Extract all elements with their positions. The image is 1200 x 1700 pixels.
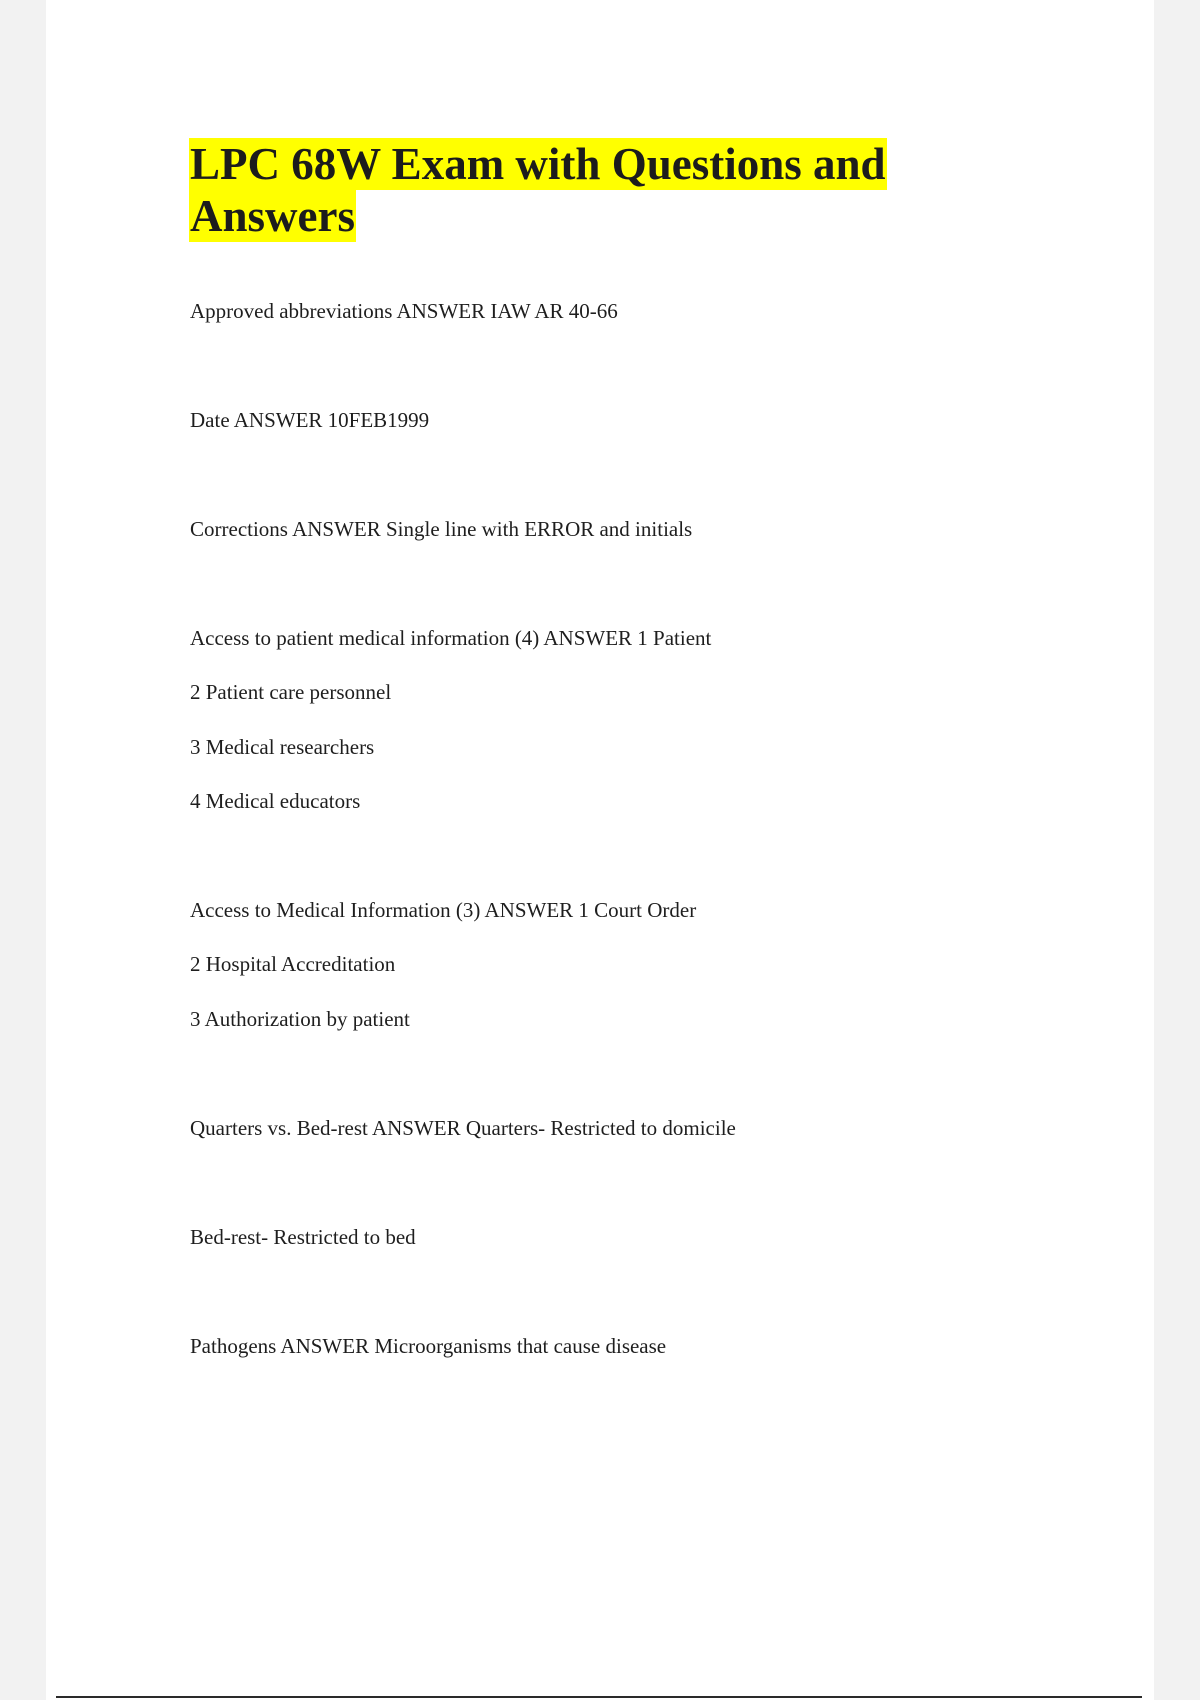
qa-entry-line: Bed-rest- Restricted to bed (190, 1225, 416, 1249)
document-title (189, 138, 929, 242)
qa-entry-line: 2 Patient care personnel (190, 680, 392, 704)
qa-entry-access-medical-info: Access to Medical Information (3) ANSWER 1 Court Order (190, 898, 697, 922)
qa-entry-line: 2 Hospital Accreditation (190, 952, 396, 976)
qa-entry-quarters-bedrest: Quarters vs. Bed-rest ANSWER Quarters- Restricted to domicile (190, 1116, 736, 1140)
qa-entry-line: 3 Authorization by patient (190, 1007, 410, 1031)
qa-entry-access-patient-info: Access to patient medical information (4) ANSWER 1 Patient (190, 626, 712, 650)
qa-entry-line: 3 Medical researchers (190, 735, 375, 759)
qa-entry-pathogens: Pathogens ANSWER Microorganisms that cause disease (190, 1334, 667, 1358)
qa-entry-corrections: Corrections ANSWER Single line with ERROR and initials (190, 517, 693, 541)
qa-entry-approved-abbreviations: Approved abbreviations ANSWER IAW AR 40-66 (190, 299, 618, 323)
qa-entry-line: 4 Medical educators (190, 789, 361, 813)
title-line-2: Answers (190, 191, 355, 241)
title-line-1: LPC 68W Exam with Questions and (190, 139, 886, 189)
document-page (46, 0, 1154, 1700)
footer-divider (56, 1696, 1142, 1698)
qa-entry-date: Date ANSWER 10FEB1999 (190, 408, 430, 432)
